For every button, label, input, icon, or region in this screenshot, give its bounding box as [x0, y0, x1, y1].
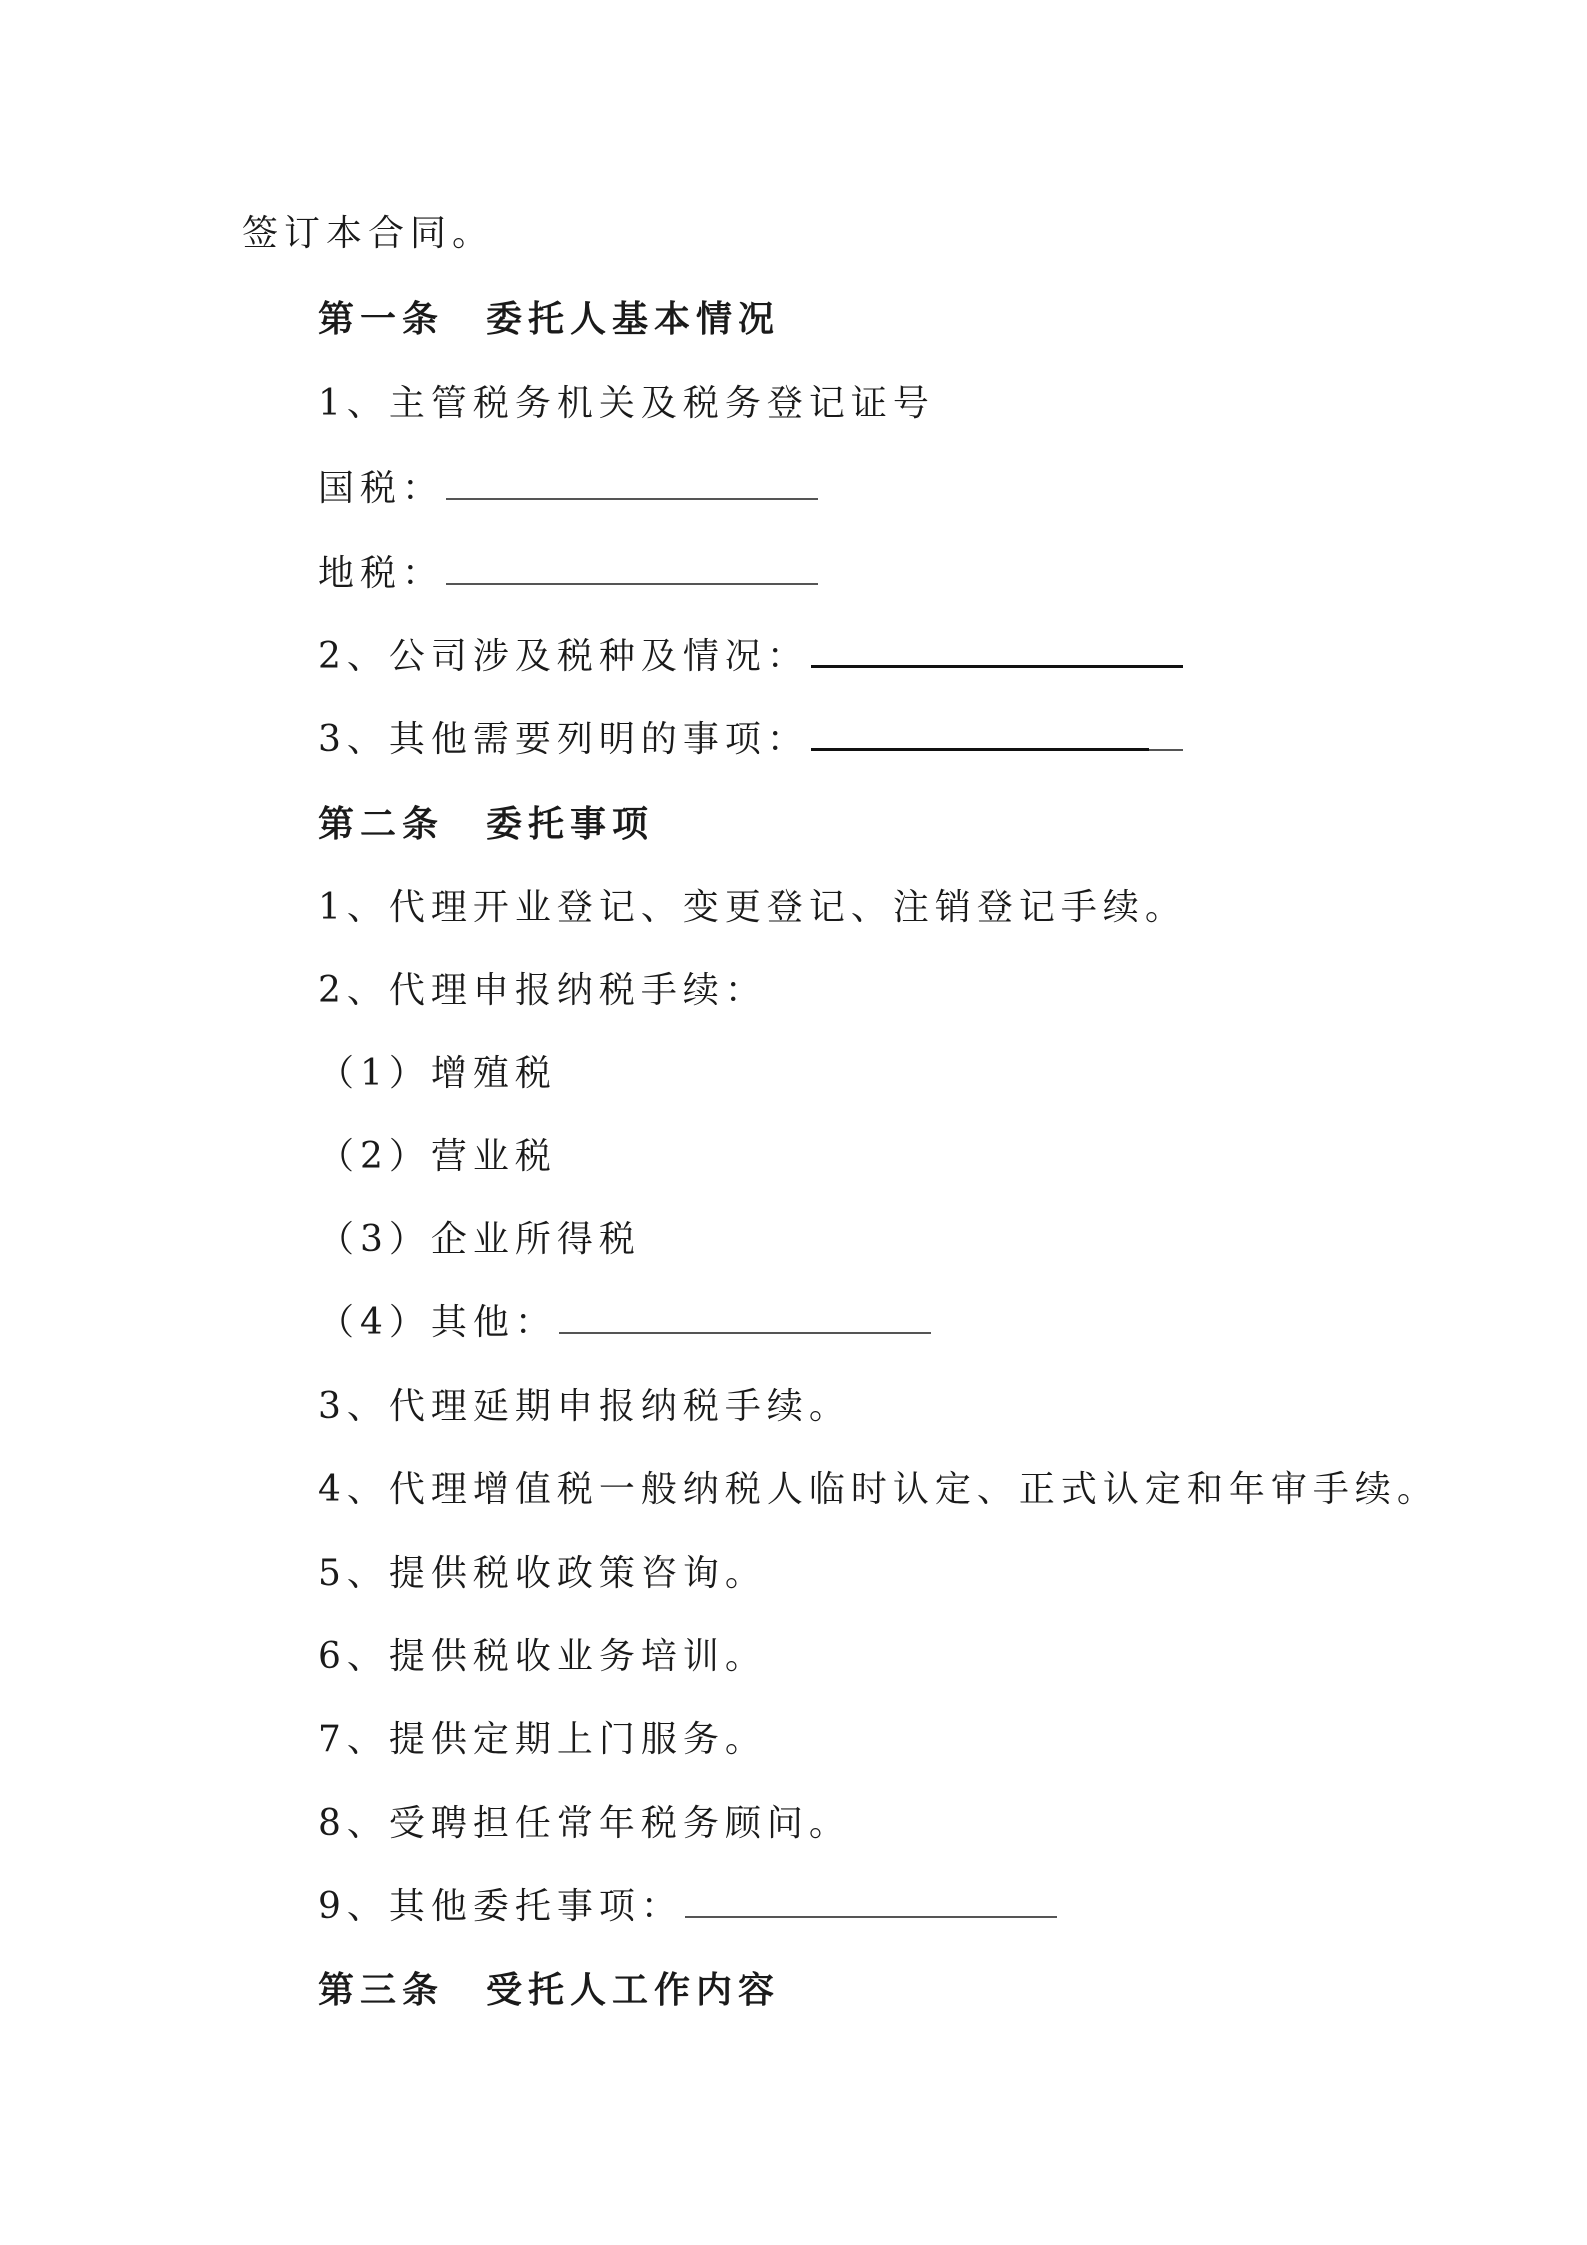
article-2-item-2 — [318, 967, 767, 1015]
tax-sub-item-4 — [318, 1299, 931, 1347]
article-2-item-8-text: 8、受聘担任常年税务顾问。 — [318, 1803, 851, 1844]
article-2-item-6-text: 6、提供税收业务培训。 — [318, 1636, 767, 1677]
article-2-item-1 — [318, 884, 1187, 932]
other-tax-blank[interactable] — [559, 1331, 931, 1334]
article-2-title: 第二条 委托事项 — [318, 803, 655, 845]
article-1-item-1 — [318, 380, 935, 428]
article-2-item-5 — [318, 1550, 767, 1598]
article-1-item-3 — [318, 716, 1183, 764]
article-2-heading — [318, 800, 654, 848]
tax-sub-item-2-text: （2）营业税 — [318, 1136, 557, 1177]
other-matters-blank[interactable] — [811, 747, 1149, 751]
tax-sub-item-2 — [318, 1133, 557, 1181]
article-2-item-8 — [318, 1800, 851, 1848]
article-2-item-7 — [318, 1716, 767, 1764]
other-matters-blank-ext — [1149, 748, 1183, 751]
continuation-text: 签订本合同。 — [242, 213, 495, 254]
national-tax-row — [318, 465, 818, 513]
other-entrusted-blank[interactable] — [685, 1915, 1057, 1918]
article-2-item-6 — [318, 1633, 767, 1681]
article-2-item-7-text: 7、提供定期上门服务。 — [318, 1719, 767, 1760]
article-1-item-2 — [318, 633, 1183, 681]
article-3-title: 第三条 受托人工作内容 — [318, 1969, 781, 2011]
article-2-item-9 — [318, 1883, 1057, 1931]
article-1-item-2-text: 2、公司涉及税种及情况： — [318, 636, 809, 677]
local-tax-row — [318, 550, 818, 598]
tax-types-blank[interactable] — [811, 664, 1183, 668]
article-2-item-9-text: 9、其他委托事项： — [318, 1886, 683, 1927]
article-2-item-2-text: 2、代理申报纳税手续： — [318, 970, 767, 1011]
article-1-item-3-text: 3、其他需要列明的事项： — [318, 719, 809, 760]
article-2-item-1-text: 1、代理开业登记、变更登记、注销登记手续。 — [318, 887, 1187, 928]
tax-sub-item-3-text: （3）企业所得税 — [318, 1219, 641, 1260]
paragraph-continuation — [242, 210, 494, 258]
article-2-item-5-text: 5、提供税收政策咨询。 — [318, 1553, 767, 1594]
national-tax-blank[interactable] — [446, 497, 818, 500]
article-1-title: 第一条 委托人基本情况 — [318, 298, 781, 340]
local-tax-blank[interactable] — [446, 582, 818, 585]
article-1-item-1-text: 1、主管税务机关及税务登记证号 — [318, 383, 935, 424]
local-tax-label: 地税： — [318, 553, 445, 594]
national-tax-label: 国税： — [318, 468, 445, 509]
article-2-item-3-text: 3、代理延期申报纳税手续。 — [318, 1386, 851, 1427]
article-2-item-4 — [318, 1466, 1439, 1514]
tax-sub-item-1-text: （1）增殖税 — [318, 1053, 557, 1094]
tax-sub-item-3 — [318, 1216, 641, 1264]
article-1-heading — [318, 295, 780, 343]
tax-sub-item-1 — [318, 1050, 557, 1098]
article-2-item-3 — [318, 1383, 851, 1431]
tax-sub-item-4-text: （4）其他： — [318, 1302, 557, 1343]
article-3-heading — [318, 1966, 780, 2014]
article-2-item-4-text: 4、代理增值税一般纳税人临时认定、正式认定和年审手续。 — [318, 1469, 1439, 1510]
